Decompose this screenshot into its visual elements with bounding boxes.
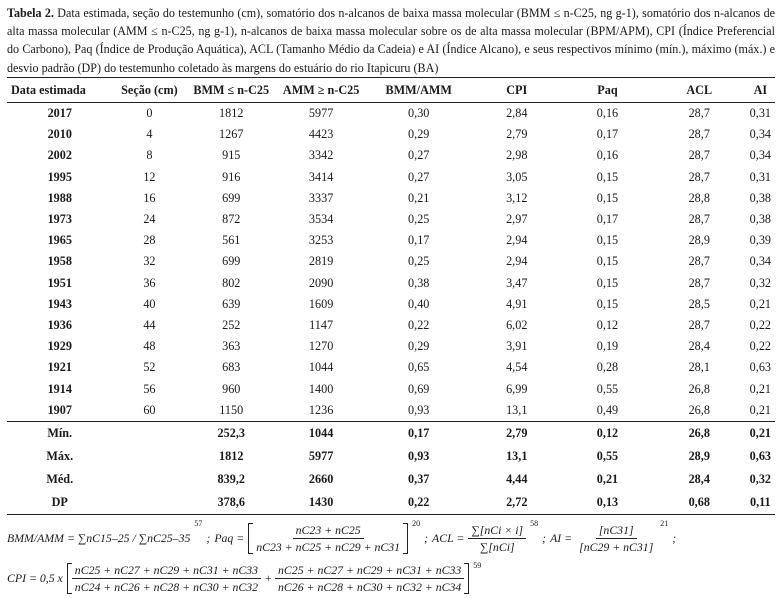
table-cell: 0,15 <box>596 233 619 248</box>
table-cell: 1907 <box>47 402 72 417</box>
table-cell: 1044 <box>308 360 334 375</box>
table-cell: 0,55 <box>596 381 619 396</box>
stats-label: Mín. <box>7 421 113 445</box>
table-cell: 2,94 <box>506 233 528 248</box>
table-row <box>7 357 775 378</box>
table-cell: 12 <box>143 169 156 184</box>
stats-empty-cell <box>113 421 187 445</box>
table-cell: 28,4 <box>688 339 710 354</box>
table-cell: 1929 <box>47 339 72 354</box>
col-header-section: Seção (cm) <box>113 78 187 103</box>
table-cell: 28,9 <box>688 233 710 248</box>
table-cell: 28,7 <box>688 127 710 142</box>
table-cell: 2090 <box>308 275 334 290</box>
table-cell: 13,1 <box>506 402 528 417</box>
year-rows <box>7 103 775 422</box>
table-cell: 3342 <box>308 148 334 163</box>
ai-denominator: [nC29 + nC31] <box>579 539 654 554</box>
table-cell: 0,16 <box>596 148 619 163</box>
table-cell: 872 <box>222 212 241 227</box>
table-cell: 252 <box>222 317 241 332</box>
table-row <box>7 103 775 125</box>
table-cell: 0,93 <box>408 402 430 417</box>
table-cell: 0,17 <box>596 212 619 227</box>
stats-cell: 5977 <box>308 448 334 463</box>
table-cell: 56 <box>143 381 156 396</box>
stats-cell: 0,21 <box>596 471 619 486</box>
stats-label: DP <box>7 491 113 515</box>
col-header-ratio: BMM/AMM <box>366 78 471 103</box>
table-row <box>7 145 775 166</box>
table-cell: 0,34 <box>749 254 771 269</box>
table-cell: 24 <box>143 212 156 227</box>
table-cell: 28,1 <box>688 360 710 375</box>
table-cell: 48 <box>143 339 156 354</box>
table-cell: 28,7 <box>688 254 710 269</box>
table-cell: 0,28 <box>596 360 619 375</box>
stats-cell: 0,32 <box>749 471 771 486</box>
table-cell: 44 <box>143 317 156 332</box>
stats-cell: 13,1 <box>506 448 528 463</box>
table-cell: 28,7 <box>688 317 710 332</box>
table-cell: 0,49 <box>596 402 619 417</box>
table-cell: 0,25 <box>408 212 430 227</box>
table-cell: 16 <box>143 190 156 205</box>
stats-cell: 28,4 <box>688 471 710 486</box>
table-cell: 2010 <box>47 127 72 142</box>
cpi-numerator-1: nC25 + nC27 + nC29 + nC31 + nC33 <box>72 563 261 579</box>
stats-cell: 28,9 <box>688 448 710 463</box>
stats-cell: 0,12 <box>562 421 653 445</box>
table-cell: 2,97 <box>506 212 528 227</box>
table-cell: 0,25 <box>408 254 430 269</box>
stats-cell: 252,3 <box>186 421 276 445</box>
paq-bracket <box>248 523 408 554</box>
table-cell: 0,16 <box>596 106 619 121</box>
table-cell: 0,19 <box>596 339 619 354</box>
paq-denominator: nC23 + nC25 + nC29 + nC31 <box>256 539 401 554</box>
ref-ai: 21 <box>660 519 669 528</box>
table-cell: 0,15 <box>596 169 619 184</box>
stats-row <box>7 421 775 445</box>
cpi-label: CPI = 0,5 x <box>7 570 63 585</box>
acl-fraction <box>468 523 526 554</box>
table-cell: 4,54 <box>506 360 528 375</box>
table-cell: 0,17 <box>596 127 619 142</box>
table-cell: 1150 <box>219 402 244 417</box>
stats-cell: 0,22 <box>366 491 471 515</box>
table-cell: 1236 <box>308 402 334 417</box>
table-cell: 0,39 <box>749 233 771 248</box>
table-cell: 1995 <box>47 169 72 184</box>
stats-cell: 4,44 <box>506 471 528 486</box>
stats-cell: 0,93 <box>408 448 430 463</box>
table-cell: 699 <box>222 190 241 205</box>
table-row <box>7 209 775 230</box>
ref-paq: 20 <box>412 519 421 528</box>
formula-bmm-amm: BMM/AMM = ∑nC15–25 / ∑nC25–35 <box>7 530 191 545</box>
table-cell: 1267 <box>219 127 244 142</box>
table-cell: 3337 <box>308 190 334 205</box>
table-cell: 0,30 <box>408 106 430 121</box>
stats-cell: 26,8 <box>653 421 746 445</box>
stats-empty-cell <box>113 468 187 491</box>
table-cell: 1936 <box>47 317 72 332</box>
table-cell: 60 <box>143 402 156 417</box>
stats-row <box>7 445 775 468</box>
table-cell: 363 <box>222 339 241 354</box>
stats-cell: 2660 <box>308 471 334 486</box>
table-cell: 916 <box>222 169 241 184</box>
stats-cell: 1812 <box>219 448 244 463</box>
table-cell: 2,98 <box>506 148 528 163</box>
table-cell: 0,15 <box>596 254 619 269</box>
table-cell: 26,8 <box>688 381 710 396</box>
stats-cell: 0,37 <box>408 471 430 486</box>
table-cell: 36 <box>143 275 156 290</box>
table-cell: 1921 <box>47 360 72 375</box>
table-cell: 0,29 <box>408 339 430 354</box>
table-cell: 0,65 <box>408 360 430 375</box>
table-cell: 915 <box>222 148 241 163</box>
cpi-numerator-2: nC25 + nC27 + nC29 + nC31 + nC33 <box>275 563 464 579</box>
stats-row <box>7 491 775 515</box>
table-cell: 2,94 <box>506 254 528 269</box>
stats-cell: 0,13 <box>562 491 653 515</box>
table-cell: 0,27 <box>408 148 430 163</box>
table-cell: 0,69 <box>408 381 430 396</box>
table-cell: 6,99 <box>506 381 528 396</box>
table-cell: 2819 <box>308 254 334 269</box>
table-cell: 1270 <box>308 339 334 354</box>
table-cell: 3,12 <box>506 190 528 205</box>
ai-numerator: [nC31] <box>596 523 637 539</box>
table-cell: 802 <box>222 275 241 290</box>
acl-numerator: ∑[nCi × i] <box>468 523 526 539</box>
table-cell: 2,84 <box>506 106 528 121</box>
col-header-amm: AMM ≥ n-C25 <box>276 78 366 103</box>
stats-cell: 0,21 <box>746 421 775 445</box>
stats-cell: 0,17 <box>366 421 471 445</box>
table-row <box>7 188 775 209</box>
cpi-bracket: $\frac{nC25 + nC27 + nC29 + nC31 + nC33}{nC24 + nC26 + nC28 + nC30 + nC32}$ + $\frac{nC25 + nC27 + nC29 + nC31 + nC33}{nC26 + nC28 + nC30 + nC32 + nC34}$ <box>67 563 470 594</box>
stats-cell: 0,63 <box>749 448 771 463</box>
table-cell: 3,91 <box>506 339 528 354</box>
col-header-ai: AI <box>746 78 775 103</box>
table-cell: 0,31 <box>749 169 771 184</box>
table-cell: 8 <box>146 148 153 163</box>
table-cell: 0,38 <box>749 212 771 227</box>
table-cell: 0,15 <box>596 275 619 290</box>
ai-label: AI = <box>550 530 573 545</box>
table-cell: 683 <box>222 360 241 375</box>
table-cell: 1400 <box>308 381 334 396</box>
stats-cell: 2,79 <box>471 421 562 445</box>
formula-line-2 <box>7 559 777 597</box>
stats-cell: 2,72 <box>471 491 562 515</box>
stat-rows <box>7 421 775 514</box>
stats-cell: 1430 <box>276 491 366 515</box>
table-cell: 0,22 <box>408 317 430 332</box>
table-cell: 0,21 <box>408 190 430 205</box>
col-header-bmm: BMM ≤ n-C25 <box>186 78 276 103</box>
stats-row <box>7 468 775 491</box>
table-row <box>7 230 775 251</box>
cpi-fraction-2 <box>275 563 464 594</box>
table-cell: 1951 <box>47 275 72 290</box>
table-row <box>7 124 775 145</box>
table-row <box>7 251 775 272</box>
table-row <box>7 336 775 357</box>
table-cell: 28 <box>143 233 156 248</box>
table-cell: 0,21 <box>749 381 771 396</box>
table-cell: 28,5 <box>688 296 710 311</box>
paq-fraction <box>253 523 403 554</box>
table-cell: 28,7 <box>688 212 710 227</box>
table-row <box>7 167 775 188</box>
stats-cell: 1044 <box>276 421 366 445</box>
paq-numerator: nC23 + nC25 <box>293 523 364 539</box>
table-cell: 28,7 <box>688 169 710 184</box>
stats-cell: 0,68 <box>653 491 746 515</box>
table-cell: 639 <box>222 296 241 311</box>
table-row <box>7 294 775 315</box>
table-cell: 3253 <box>308 233 334 248</box>
table-cell: 1812 <box>219 106 244 121</box>
table-cell: 3,47 <box>506 275 528 290</box>
table-cell: 1914 <box>47 381 72 396</box>
table-cell: 6,02 <box>506 317 528 332</box>
table-cell: 2,79 <box>506 127 528 142</box>
ref-cpi: 59 <box>473 561 482 570</box>
col-header-paq: Paq <box>562 78 653 103</box>
col-header-date: Data estimada <box>7 78 113 103</box>
table-cell: 3414 <box>308 169 334 184</box>
stats-label: Méd. <box>46 471 74 486</box>
table-cell: 5977 <box>308 106 334 121</box>
table-cell: 4,91 <box>506 296 528 311</box>
table-cell: 28,7 <box>688 275 710 290</box>
table-cell: 561 <box>222 233 241 248</box>
table-cell: 40 <box>143 296 156 311</box>
table-cell: 28,7 <box>688 148 710 163</box>
table-cell: 2017 <box>47 106 72 121</box>
table-cell: 52 <box>143 360 156 375</box>
table-cell: 2002 <box>47 148 72 163</box>
header-row <box>7 78 775 103</box>
table-cell: 3,05 <box>506 169 528 184</box>
table-row <box>7 273 775 294</box>
stats-cell: 0,55 <box>596 448 619 463</box>
caption-text: Data estimada, seção do testemunho (cm), somatório dos n-alcanos de baixa massa molecular (BMM ≤ n-C25, ng g-1), somatório dos n-alcanos de alta massa molecular (AMM ≤ n-C25, ng g-1), n-alcanos de baixa massa molecular sobre os de alta massa molecular (BPM/APM), CPI (Índice Preferencial do Carbono), Paq (Índice de Produção Aquática), ACL (Tamanho Médio da Cadeia) e AI (Índice Alcano), e seus respectivos mínimo (mín.), máximo (máx.) e desvio padrão (DP) do testemunho coletado às margens do estuário do rio Itapicuru (BA) <box>7 6 776 75</box>
col-header-acl: ACL <box>653 78 746 103</box>
table-cell: 0 <box>146 106 153 121</box>
table-cell: 1609 <box>308 296 334 311</box>
table-cell: 0,22 <box>749 339 771 354</box>
acl-denominator: ∑[nCi] <box>479 539 515 554</box>
table-row <box>7 315 775 336</box>
table-cell: 960 <box>222 381 241 396</box>
ref-acl: 58 <box>530 519 539 528</box>
table-cell: 1973 <box>47 212 72 227</box>
table-cell: 699 <box>222 254 241 269</box>
col-header-cpi: CPI <box>471 78 562 103</box>
caption-label: Tabela 2. <box>7 6 54 20</box>
stats-cell: 0,11 <box>746 491 775 515</box>
table-cell: 0,34 <box>749 127 771 142</box>
table-cell: 0,40 <box>408 296 430 311</box>
table-cell: 0,32 <box>749 275 771 290</box>
table-cell: 0,17 <box>408 233 430 248</box>
table-cell: 32 <box>143 254 156 269</box>
table-cell: 28,8 <box>688 190 710 205</box>
table-cell: 0,21 <box>749 296 771 311</box>
ref-bmm-amm: 57 <box>194 519 203 528</box>
alkane-table <box>7 77 775 515</box>
table-cell: 1147 <box>309 317 334 332</box>
stats-empty-cell <box>113 491 187 515</box>
table-cell: 0,38 <box>408 275 430 290</box>
cpi-denominator-2: nC26 + nC28 + nC30 + nC32 + nC34 <box>278 579 462 594</box>
cpi-fraction-1 <box>72 563 261 594</box>
table-cell: 28,7 <box>688 106 710 121</box>
table-cell: 0,34 <box>749 148 771 163</box>
table-cell: 0,15 <box>596 190 619 205</box>
table-cell: 0,29 <box>408 127 430 142</box>
acl-label: ACL = <box>432 530 465 545</box>
stats-label: Máx. <box>46 448 74 463</box>
paq-label: Paq = <box>214 530 245 545</box>
cpi-denominator-1: nC24 + nC26 + nC28 + nC30 + nC32 <box>74 579 259 594</box>
table-cell: 0,21 <box>749 402 771 417</box>
table-cell: 0,15 <box>596 296 619 311</box>
ai-fraction <box>576 523 656 554</box>
stats-empty-cell <box>113 445 187 468</box>
formula-line-1: BMM/AMM = ∑nC15–25 / ∑nC25–35 57 ; Paq = $\frac{nC23 + nC25}{nC23 + nC25 + nC29 + nC31}$ 20 ; ACL = $\frac{\text{∑[nCi × i]}}{\text{∑[nCi]}}$ 58 ; AI = $\frac{[nC31]}{[nC29 + nC31]}$ 21 ; <box>7 519 677 554</box>
table-cell: 1965 <box>47 233 72 248</box>
table-cell: 0,22 <box>749 317 771 332</box>
table-cell: 26,8 <box>688 402 710 417</box>
table-cell: 4423 <box>308 127 334 142</box>
table-cell: 1958 <box>47 254 72 269</box>
table-caption <box>7 4 775 77</box>
table-cell: 3534 <box>308 212 334 227</box>
table-row <box>7 400 775 422</box>
table-cell: 1943 <box>47 296 72 311</box>
table-cell: 0,63 <box>749 360 771 375</box>
table-cell: 4 <box>146 127 153 142</box>
table-cell: 1988 <box>47 190 72 205</box>
stats-cell: 378,6 <box>186 491 276 515</box>
table-cell: 0,12 <box>596 317 619 332</box>
table-cell: 0,38 <box>749 190 771 205</box>
stats-cell: 839,2 <box>217 471 245 486</box>
table-row <box>7 378 775 399</box>
table-cell: 0,31 <box>749 106 771 121</box>
table-cell: 0,27 <box>408 169 430 184</box>
